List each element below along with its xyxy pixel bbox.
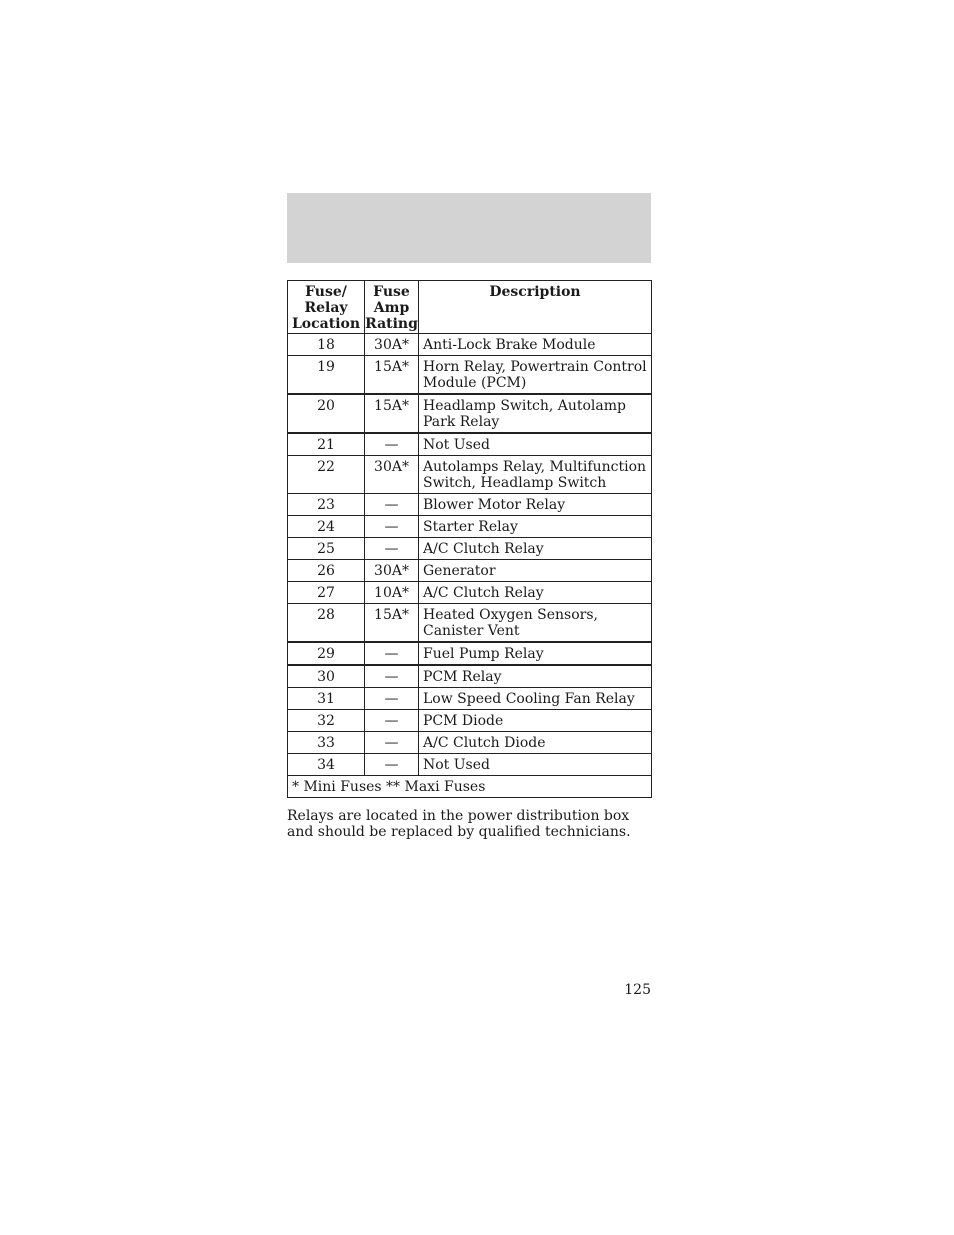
fuse-location: 30 [288, 665, 365, 688]
table-row [288, 433, 652, 456]
amp-rating: 30A* [365, 456, 419, 494]
table-row [288, 494, 652, 516]
table-row [288, 754, 652, 776]
fuse-description: PCM Relay [419, 665, 652, 688]
fuse-description: A/C Clutch Relay [419, 582, 652, 604]
amp-rating: — [365, 688, 419, 710]
amp-rating: 30A* [365, 334, 419, 356]
fuse-location: 21 [288, 433, 365, 456]
header-description: Description [419, 281, 652, 334]
fuse-description: A/C Clutch Diode [419, 732, 652, 754]
fuse-description: Low Speed Cooling Fan Relay [419, 688, 652, 710]
amp-rating: — [365, 538, 419, 560]
fuse-description: Starter Relay [419, 516, 652, 538]
fuse-description: Autolamps Relay, Multifunction Switch, Headlamp Switch [419, 456, 652, 494]
fuse-location: 26 [288, 560, 365, 582]
amp-rating: 15A* [365, 394, 419, 433]
fuse-location: 25 [288, 538, 365, 560]
amp-rating: — [365, 642, 419, 665]
amp-rating: 15A* [365, 604, 419, 643]
table-row [288, 356, 652, 395]
table-row [288, 732, 652, 754]
table-row [288, 604, 652, 643]
fuse-description: Blower Motor Relay [419, 494, 652, 516]
fuse-location: 28 [288, 604, 365, 643]
header-location: Fuse/ Relay Location [288, 281, 365, 334]
section-header-band [287, 193, 651, 263]
relay-note: Relays are located in the power distribution box and should be replaced by qualified technicians. [287, 808, 631, 840]
fuse-location: 22 [288, 456, 365, 494]
table-row [288, 642, 652, 665]
table-row [288, 516, 652, 538]
table-row [288, 538, 652, 560]
amp-rating: — [365, 710, 419, 732]
table-row [288, 688, 652, 710]
fuse-description: Horn Relay, Powertrain Control Module (PCM) [419, 356, 652, 395]
table-footnote-row [288, 776, 652, 798]
fuse-description: A/C Clutch Relay [419, 538, 652, 560]
header-amp-rating: Fuse Amp Rating [365, 281, 419, 334]
fuse-description: Fuel Pump Relay [419, 642, 652, 665]
table-row [288, 710, 652, 732]
fuse-description: Not Used [419, 754, 652, 776]
table-row [288, 334, 652, 356]
amp-rating: — [365, 516, 419, 538]
fuse-description: Anti-Lock Brake Module [419, 334, 652, 356]
amp-rating: — [365, 433, 419, 456]
fuse-location: 23 [288, 494, 365, 516]
fuse-location: 31 [288, 688, 365, 710]
fuse-location: 20 [288, 394, 365, 433]
amp-rating: 10A* [365, 582, 419, 604]
table-row [288, 456, 652, 494]
amp-rating: 15A* [365, 356, 419, 395]
fuse-description: Generator [419, 560, 652, 582]
fuse-location: 27 [288, 582, 365, 604]
fuse-description: Heated Oxygen Sensors, Canister Vent [419, 604, 652, 643]
amp-rating: 30A* [365, 560, 419, 582]
fuse-description: Headlamp Switch, Autolamp Park Relay [419, 394, 652, 433]
fuse-location: 33 [288, 732, 365, 754]
table-row [288, 394, 652, 433]
fuse-location: 34 [288, 754, 365, 776]
fuse-relay-table [287, 280, 652, 798]
table-row [288, 560, 652, 582]
fuse-location: 18 [288, 334, 365, 356]
amp-rating: — [365, 494, 419, 516]
fuse-location: 19 [288, 356, 365, 395]
amp-rating: — [365, 732, 419, 754]
table-row [288, 582, 652, 604]
amp-rating: — [365, 665, 419, 688]
table-footnote: * Mini Fuses ** Maxi Fuses [288, 776, 652, 798]
fuse-location: 24 [288, 516, 365, 538]
fuse-location: 29 [288, 642, 365, 665]
page-number: 125 [624, 982, 651, 998]
fuse-location: 32 [288, 710, 365, 732]
fuse-description: Not Used [419, 433, 652, 456]
fuse-description: PCM Diode [419, 710, 652, 732]
table-header-row [288, 281, 652, 334]
amp-rating: — [365, 754, 419, 776]
table-row [288, 665, 652, 688]
